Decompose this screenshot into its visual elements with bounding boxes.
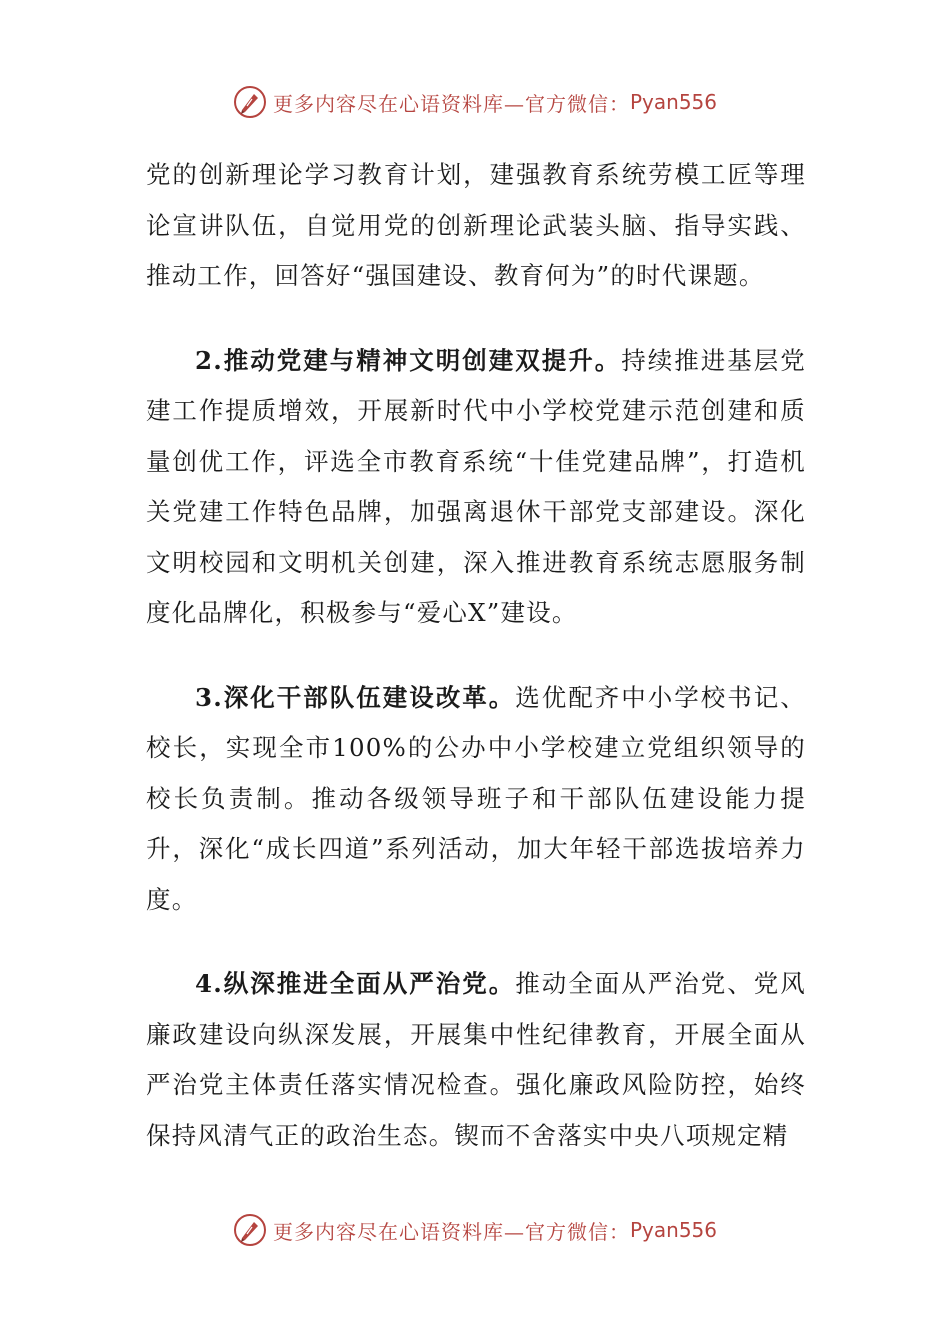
- paragraph-text: 推动全面从严治党、党风廉政建设向纵深发展，开展集中性纪律教育，开展全面从严治党主体责任落实情况检查。强化廉政风险防控，始终保持风清气正的政治生态。锲而不舍落实中央八项规定精: [146, 969, 806, 1150]
- footer-banner: [0, 1210, 950, 1250]
- paragraph-lead: 2.推动党建与精神文明创建双提升。: [195, 345, 622, 375]
- pen-nib-logo-icon: [233, 85, 267, 119]
- banner-wechat-id: Pyan556: [629, 1218, 717, 1242]
- banner-text: 更多内容尽在心语资料库—官方微信：: [272, 1219, 630, 1244]
- paragraph-2: [146, 336, 806, 639]
- paragraph-text: 党的创新理论学习教育计划，建强教育系统劳模工匠等理论宣讲队伍，自觉用党的创新理论武装头脑、指导实践、推动工作，回答好“强国建设、教育何为”的时代课题。: [146, 160, 806, 290]
- pen-nib-logo-icon: [233, 1213, 267, 1247]
- paragraph-3: [146, 673, 806, 926]
- header-banner: [0, 82, 950, 122]
- paragraph-text: 选优配齐中小学校书记、校长，实现全市100%的公办中小学校建立党组织领导的校长负责制。推动各级领导班子和干部队伍建设能力提升，深化“成长四道”系列活动，加大年轻干部选拔培养力度。: [146, 682, 806, 914]
- paragraph-1: [146, 150, 806, 302]
- banner-text: 更多内容尽在心语资料库—官方微信：: [272, 91, 630, 116]
- paragraph-text: 持续推进基层党建工作提质增效，开展新时代中小学校党建示范创建和质量创优工作，评选全市教育系统“十佳党建品牌”，打造机关党建工作特色品牌，加强离退休干部党支部建设。深化文明校园和文明机关创建，深入推进教育系统志愿服务制度化品牌化，积极参与“爱心X”建设。: [146, 345, 806, 627]
- paragraph-lead: 4.纵深推进全面从严治党。: [195, 969, 516, 998]
- paragraph-4: [146, 959, 806, 1161]
- banner-wechat-id: Pyan556: [629, 90, 717, 114]
- paragraph-lead: 3.深化干部队伍建设改革。: [195, 682, 516, 712]
- document-body: [146, 150, 806, 1161]
